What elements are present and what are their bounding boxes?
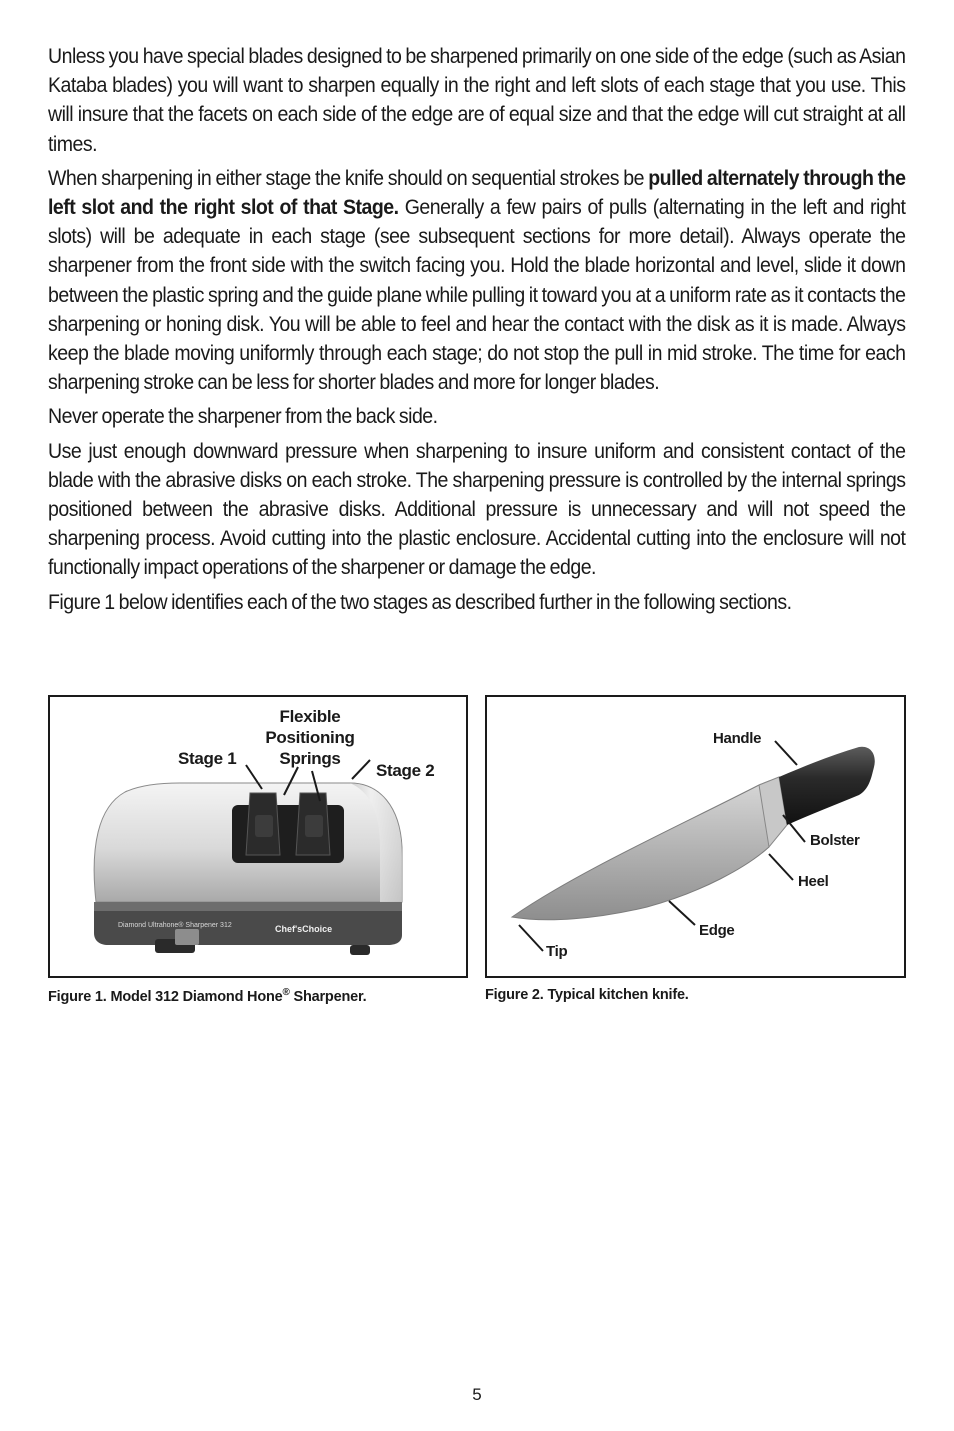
figure-2-knife — [485, 695, 906, 978]
pointer-edge — [669, 901, 695, 925]
figure-1-sharpener — [48, 695, 468, 978]
label-bolster: Bolster — [810, 832, 860, 849]
paragraph-1: Unless you have special blades designed to be sharpened primarily on one side of the edge (such as Asian Kataba blades) you will want to sharpen equally in the right and left slots of each stage that you use. This will insure that the facets on each side of the edge are of equal size and that the edge will cut straight at all times. — [48, 45, 906, 156]
power-switch — [175, 929, 199, 945]
page-number: 5 — [472, 1385, 482, 1404]
label-tip: Tip — [546, 943, 568, 960]
label-edge: Edge — [699, 922, 735, 939]
body-text — [48, 42, 905, 622]
label-stage-2: Stage 2 — [376, 761, 435, 780]
sharpener-foot — [350, 945, 370, 955]
figure-2-caption: Figure 2. Typical kitchen knife. — [485, 987, 689, 1003]
bold-instruction: pulled alternately through the left slot and the right slot of that Stage. — [48, 166, 906, 220]
label-stage-1: Stage 1 — [178, 749, 237, 768]
pointer-heel — [769, 854, 793, 880]
label-handle: Handle — [713, 730, 762, 747]
model-text: Diamond Ultrahone® Sharpener 312 — [118, 922, 232, 929]
paragraph-5: Figure 1 below identifies each of the two stages as described further in the following sections. — [48, 590, 792, 614]
pointer-handle — [775, 741, 797, 765]
paragraph-4: Use just enough downward pressure when sharpening to insure uniform and consistent contact of the blade with the abrasive disks on each stroke. The sharpening pressure is controlled by the internal springs positioned between the abrasive disks. Additional pressure is unnecessary and will not speed the sharpening process. Avoid cutting into the plastic enclosure. Accidental cutting into the enclosure will not functionally impact operations of the sharpener or damage the edge. — [48, 439, 906, 580]
label-heel: Heel — [798, 873, 829, 890]
pointer-tip — [519, 925, 543, 951]
knife-blade — [512, 781, 769, 920]
brand-text: Chef'sChoice — [275, 924, 333, 934]
knife-handle — [779, 747, 875, 825]
paragraph-2: When sharpening in either stage the knife should on sequential strokes be pulled alternately through the left slot and the right slot of that Stage. Generally a few pairs of pulls (alternating in the left and right slots) will be adequate in each stage (see subsequent sections for more detail). Always operate the sharpener from the front side with the switch facing you. Hold the blade horizontal and level, slide it down between the plastic spring and the guide plane while pulling it toward you at a uniform rate as it contacts the sharpening or honing disk. You will be able to feel and hear the contact with the disk as it is made. Always keep the blade moving uniformly through each stage; do not stop the pull in mid stroke. The time for each sharpening stroke can be less for shorter blades and more for longer blades. — [48, 166, 906, 395]
paragraph-3: Never operate the sharpener from the back side. — [48, 405, 438, 429]
figure-1-caption: Figure 1. Model 312 Diamond Hone® Sharpener. — [48, 987, 367, 1005]
label-flexible-springs: Flexible Positioning Springs — [265, 707, 355, 768]
